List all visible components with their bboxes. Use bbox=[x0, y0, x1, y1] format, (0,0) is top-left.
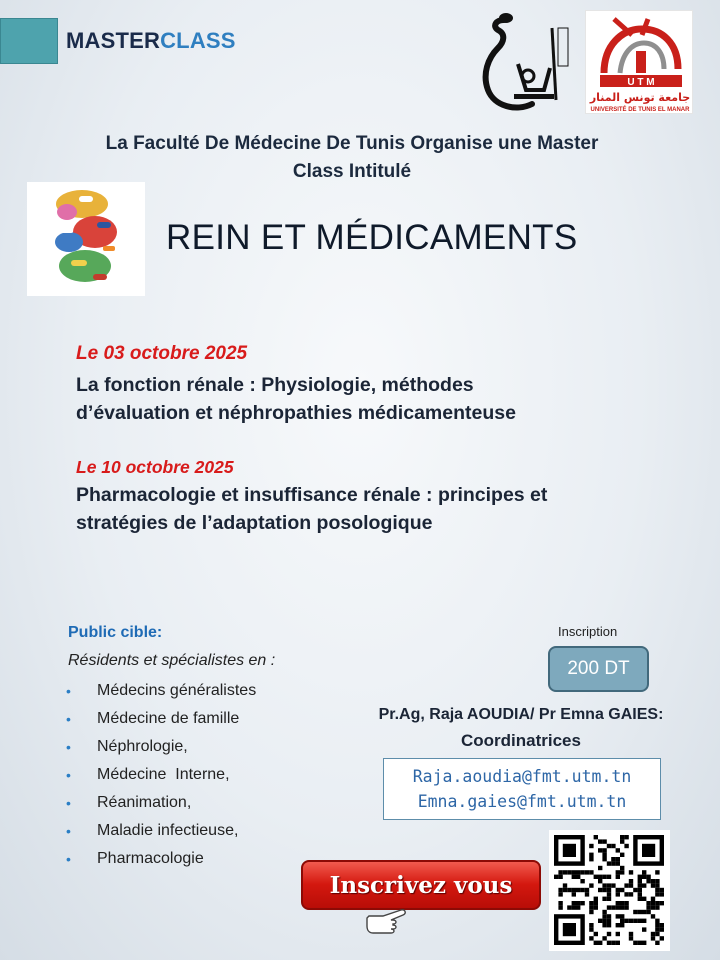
utm-logo-latin-text: U T M bbox=[627, 77, 655, 88]
masterclass-label bbox=[66, 28, 236, 54]
kidney-pills-image bbox=[27, 182, 145, 296]
bullet-icon: • bbox=[66, 767, 71, 783]
qr-code[interactable] bbox=[549, 830, 670, 951]
list-item-label: Réanimation, bbox=[97, 794, 192, 811]
coordinators-role: Coordinatrices bbox=[461, 731, 581, 750]
bullet-icon: • bbox=[66, 683, 71, 699]
audience-list bbox=[66, 680, 256, 876]
list-item bbox=[66, 736, 256, 764]
session-2-date: Le 10 octobre 2025 bbox=[76, 457, 234, 477]
bullet-icon: • bbox=[66, 795, 71, 811]
register-cta[interactable] bbox=[301, 860, 541, 940]
session-2-topic-line-2: stratégies de l’adaptation posologique bbox=[76, 512, 433, 534]
audience-title: Public cible: bbox=[68, 624, 163, 641]
intro-line-1: La Faculté De Médecine De Tunis Organise une Master bbox=[105, 133, 599, 154]
main-title: REIN ET MÉDICAMENTS bbox=[166, 218, 578, 257]
list-item-label: Pharmacologie bbox=[97, 850, 204, 867]
inscription-label: Inscription bbox=[558, 624, 618, 639]
list-item bbox=[66, 680, 256, 708]
email-link-raja[interactable]: Raja.aoudia@fmt.utm.tn bbox=[412, 767, 632, 786]
bullet-icon: • bbox=[66, 739, 71, 755]
session-1-topic-line-1: La fonction rénale : Physiologie, méthodes bbox=[76, 374, 474, 396]
email-box bbox=[383, 758, 661, 820]
list-item bbox=[66, 764, 256, 792]
price-badge: 200 DT bbox=[548, 646, 649, 692]
list-item bbox=[66, 820, 256, 848]
list-item-label: Médecine Interne, bbox=[97, 766, 230, 783]
list-item-label: Néphrologie, bbox=[97, 738, 188, 755]
session-2-topic bbox=[76, 481, 696, 537]
list-item bbox=[66, 848, 256, 876]
brand-primary: MASTER bbox=[66, 28, 161, 53]
intro-text bbox=[40, 130, 664, 186]
list-item-label: Médecine de famille bbox=[97, 710, 240, 727]
utm-emblem-icon bbox=[586, 11, 694, 115]
pointing-hand-icon bbox=[363, 906, 411, 938]
coordinators-names: Pr.Ag, Raja AOUDIA/ Pr Emna GAIES: bbox=[378, 706, 664, 723]
list-item-label: Maladie infectieuse, bbox=[97, 822, 239, 839]
audience-subtitle: Résidents et spécialistes en : bbox=[68, 652, 276, 669]
bullet-icon: • bbox=[66, 851, 71, 867]
email-link-emna[interactable]: Emna.gaies@fmt.utm.tn bbox=[417, 792, 627, 811]
utm-logo bbox=[585, 10, 693, 114]
list-item bbox=[66, 708, 256, 736]
session-1-topic bbox=[76, 371, 676, 427]
session-2-topic-line-1: Pharmacologie et insuffisance rénale : principes et bbox=[76, 484, 548, 506]
utm-logo-subtitle: UNIVERSITÉ DE TUNIS EL MANAR bbox=[590, 107, 690, 113]
session-1-topic-line-2: d’évaluation et néphropathies médicamenteuse bbox=[76, 402, 516, 424]
bullet-icon: • bbox=[66, 711, 71, 727]
faculty-medecine-logo bbox=[470, 8, 574, 116]
teal-square-decoration bbox=[0, 18, 58, 64]
list-item bbox=[66, 792, 256, 820]
list-item-label: Médecins généralistes bbox=[97, 682, 257, 699]
register-button[interactable]: Inscrivez vous bbox=[301, 860, 541, 910]
bullet-icon: • bbox=[66, 823, 71, 839]
session-1-date: Le 03 octobre 2025 bbox=[76, 343, 248, 364]
pill-cluster-icon bbox=[55, 190, 117, 282]
intro-line-2: Class Intitulé bbox=[292, 161, 412, 182]
brand-accent: CLASS bbox=[160, 28, 236, 53]
utm-logo-arabic-text: جامعة تونس المنار bbox=[589, 91, 691, 104]
